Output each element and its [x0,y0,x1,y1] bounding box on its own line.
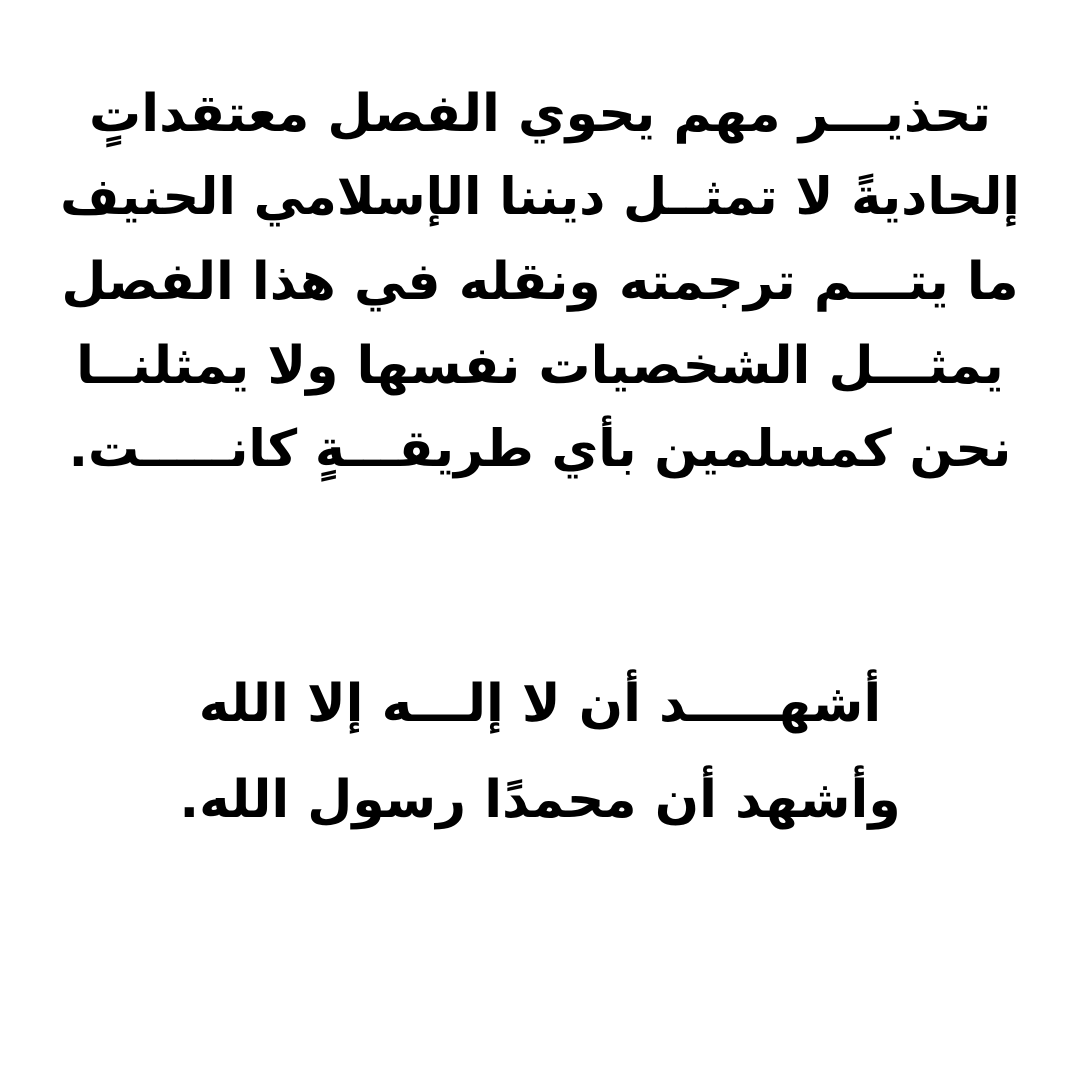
warning-line-3: ما يتـــم ترجمته ونقله في هذا الفصل [61,252,1019,312]
shahada-line-2: وأشهد أن محمدًا رسول الله. [179,770,901,830]
shahada-line-1: أشهـــــد أن لا إلـــه إلا الله [198,674,882,734]
warning-line-2: إلحاديةً لا تمثــل ديننا الإسلامي الحنيف [60,168,1020,227]
warning-line-1: تحذيـــر مهم يحوي الفصل معتقداتٍ [89,84,991,144]
warning-line-5: نحن كمسلمين بأي طريقـــةٍ كانـــــت. [68,420,1012,479]
warning-line-4: يمثـــل الشخصيات نفسها ولا يمثلنــا [76,336,1004,396]
warning-notice [60,72,1020,492]
shahada-text [60,656,1020,848]
